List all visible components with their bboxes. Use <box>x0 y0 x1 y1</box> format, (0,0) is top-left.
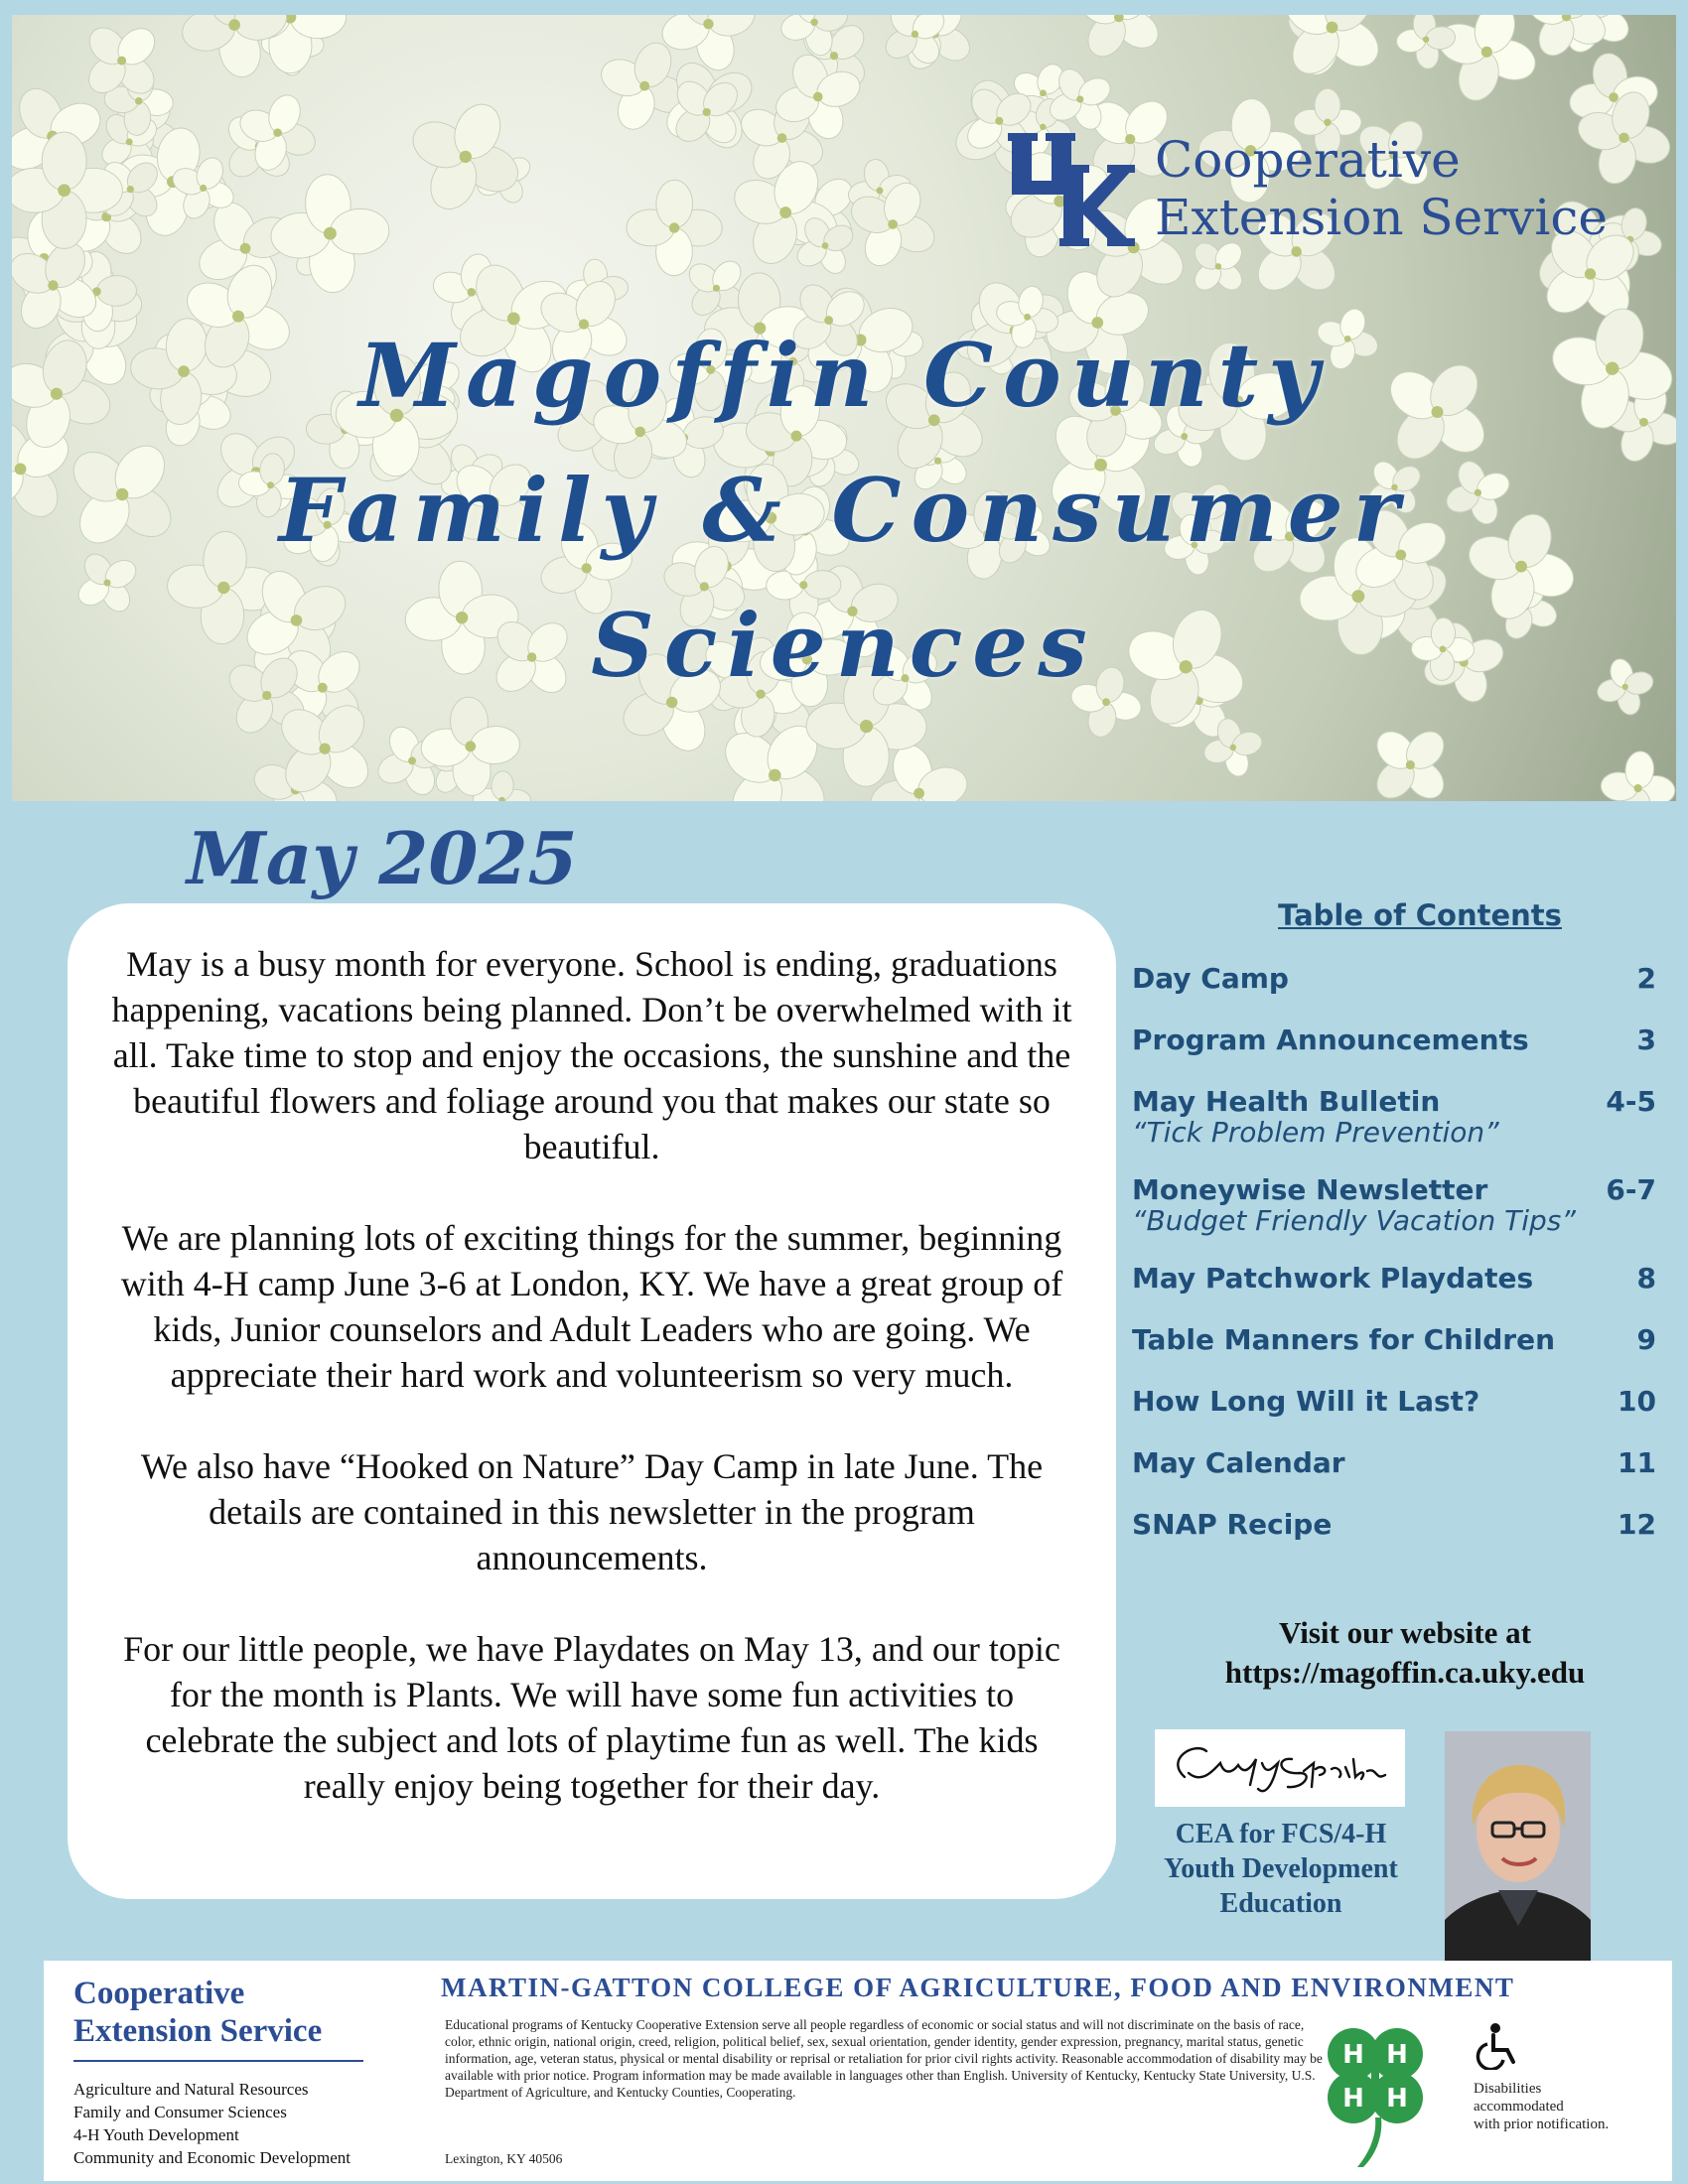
footer-program-units <box>73 2078 351 2169</box>
website-notice <box>1132 1613 1678 1693</box>
toc-list <box>1132 962 1668 1544</box>
footer <box>44 1961 1672 2181</box>
letter-paragraph: May is a busy month for everyone. School is ending, graduations happening, vacations being planned. Don’t be overwhelmed with it all. Take time to stop and enjoy the occasions, the sunshine and the beautiful flowers and foliage around you that makes our state so beautiful. <box>111 944 1072 1166</box>
svg-text:H: H <box>1342 2084 1364 2114</box>
accessibility-icon <box>1472 2020 1521 2070</box>
toc-item-label: May Patchwork Playdates <box>1132 1262 1534 1295</box>
ces-line-2: Extension Service <box>1155 189 1609 246</box>
footer-address: Lexington, KY 40506 <box>445 2151 563 2166</box>
flower-decoration <box>657 15 759 74</box>
toc-item-page: 2 <box>1636 962 1656 995</box>
toc-item[interactable] <box>1132 1508 1668 1544</box>
toc-item[interactable] <box>1132 1173 1668 1236</box>
intro-letter <box>68 903 1116 1899</box>
letter-paragraph: We are planning lots of exciting things for the summer, beginning with 4-H camp June 3-6 at London, KY. We have a great group of kids, Junior counselors and Adult Leaders who are going. We appreciate their hard work and volunteerism so very much. <box>120 1218 1063 1395</box>
toc-item-label: Table Manners for Children <box>1132 1323 1556 1356</box>
flower-decoration <box>1369 724 1451 801</box>
issue-month: May 2025 <box>187 816 578 900</box>
access-line-1: Disabilities <box>1474 2081 1542 2097</box>
toc-item-page: 12 <box>1618 1508 1656 1541</box>
eeo-statement: Educational programs of Kentucky Cooperative Extension serve all people regardless of economic or social status and will not discriminate on the basis of race, color, ethnic origin, national origin, creed, religion, political belief, sex, sexual orientation, gender identity, gender expression, pregnancy, marital status, genetic information, age, veteran status, physical or mental disability or reprisal or retaliation for prior civil rights activity. Reasonable accommodation of disability may be available with prior notice. Program information may be made available in languages other than English. University of Kentucky, Kentucky State University, U.S. Department of Agriculture, and Kentucky Counties, Cooperating. <box>445 2017 1323 2100</box>
website-url[interactable]: https://magoffin.ca.uky.edu <box>1224 1655 1586 1690</box>
flower-decoration <box>1600 751 1676 801</box>
accessibility-notice <box>1474 2080 1609 2133</box>
portrait-icon <box>1445 1731 1591 1962</box>
ces-line-1: Cooperative <box>1155 131 1461 189</box>
footer-divider <box>73 2060 363 2062</box>
ces-wordmark <box>1155 131 1608 246</box>
signature-image <box>1155 1729 1405 1807</box>
program-unit: 4-H Youth Development <box>73 2125 239 2144</box>
access-line-3: with prior notification. <box>1474 2116 1610 2132</box>
program-unit: Agriculture and Natural Resources <box>73 2080 309 2099</box>
toc-item-label: How Long Will it Last? <box>1132 1385 1480 1418</box>
access-line-2: accommodated <box>1474 2099 1564 2115</box>
svg-text:H: H <box>1386 2040 1408 2070</box>
toc-item-page: 9 <box>1636 1323 1656 1356</box>
role-line-3: Education <box>1219 1888 1342 1919</box>
header-banner <box>12 15 1676 801</box>
toc-item[interactable] <box>1132 1024 1668 1059</box>
svg-text:H: H <box>1342 2040 1364 2070</box>
toc-item-label: SNAP Recipe <box>1132 1508 1333 1541</box>
toc-item[interactable] <box>1132 1446 1668 1482</box>
toc-item-page: 4-5 <box>1606 1085 1656 1118</box>
website-line-1: Visit our website at <box>1278 1615 1531 1650</box>
flower-decoration <box>1072 15 1165 64</box>
title-line-1: Magoffin County <box>358 324 1330 427</box>
program-unit: Family and Consumer Sciences <box>73 2103 287 2121</box>
flower-decoration <box>270 173 391 294</box>
toc-item[interactable] <box>1132 1385 1668 1421</box>
toc-item-subtitle: “Tick Problem Prevention” <box>1132 1116 1499 1149</box>
college-name: MARTIN-GATTON COLLEGE OF AGRICULTURE, FOOD AND ENVIRONMENT <box>441 1973 1515 2002</box>
footer-ces-line-2: Extension Service <box>73 2013 323 2049</box>
footer-ces-wordmark <box>73 1975 322 2050</box>
toc-item-label: Day Camp <box>1132 962 1289 995</box>
flower-decoration <box>1521 15 1611 62</box>
svg-text:H: H <box>1386 2084 1408 2114</box>
newsletter-title <box>12 308 1676 713</box>
toc-item[interactable] <box>1132 1262 1668 1297</box>
toc-item-subtitle: “Budget Friendly Vacation Tips” <box>1132 1204 1576 1237</box>
toc-item[interactable] <box>1132 962 1668 998</box>
toc-item[interactable] <box>1132 1085 1668 1148</box>
flower-decoration <box>627 180 722 275</box>
four-h-clover-icon <box>1318 2018 1433 2169</box>
toc-item-page: 10 <box>1618 1385 1656 1418</box>
program-unit: Community and Economic Development <box>73 2148 352 2167</box>
footer-ces-line-1: Cooperative <box>73 1976 245 2011</box>
flower-decoration <box>1395 15 1456 69</box>
toc-item-label: Program Announcements <box>1132 1024 1529 1056</box>
toc-item-label: Moneywise Newsletter <box>1132 1173 1488 1206</box>
staff-photo <box>1445 1731 1591 1962</box>
ces-brand <box>1008 124 1608 253</box>
letter-paragraph: We also have “Hooked on Nature” Day Camp in late June. The details are contained in this newsletter in the program announcements. <box>140 1446 1044 1577</box>
role-line-1: CEA for FCS/4-H <box>1175 1819 1387 1849</box>
toc-item-page: 11 <box>1618 1446 1656 1479</box>
uk-logo-icon <box>1008 129 1135 248</box>
toc-item-page: 6-7 <box>1606 1173 1656 1206</box>
staff-role <box>1132 1817 1430 1921</box>
letter-paragraph: For our little people, we have Playdates on May 13, and our topic for the month is Plants. We will have some fun activities to celebrate the subject and lots of playtime fun as well. The kids really enjoy being together for their day. <box>123 1629 1060 1806</box>
toc-item-page: 8 <box>1636 1262 1656 1295</box>
toc-item-label: May Calendar <box>1132 1446 1345 1479</box>
role-line-2: Youth Development <box>1164 1853 1398 1884</box>
toc-item-label: May Health Bulletin <box>1132 1085 1441 1118</box>
signature-icon <box>1155 1729 1405 1807</box>
title-line-2: Family & Consumer <box>278 459 1410 562</box>
table-of-contents <box>1132 898 1668 1570</box>
toc-item-page: 3 <box>1636 1024 1656 1056</box>
toc-heading: Table of Contents <box>1278 898 1562 932</box>
toc-item[interactable] <box>1132 1323 1668 1359</box>
title-line-3: Sciences <box>591 594 1097 697</box>
